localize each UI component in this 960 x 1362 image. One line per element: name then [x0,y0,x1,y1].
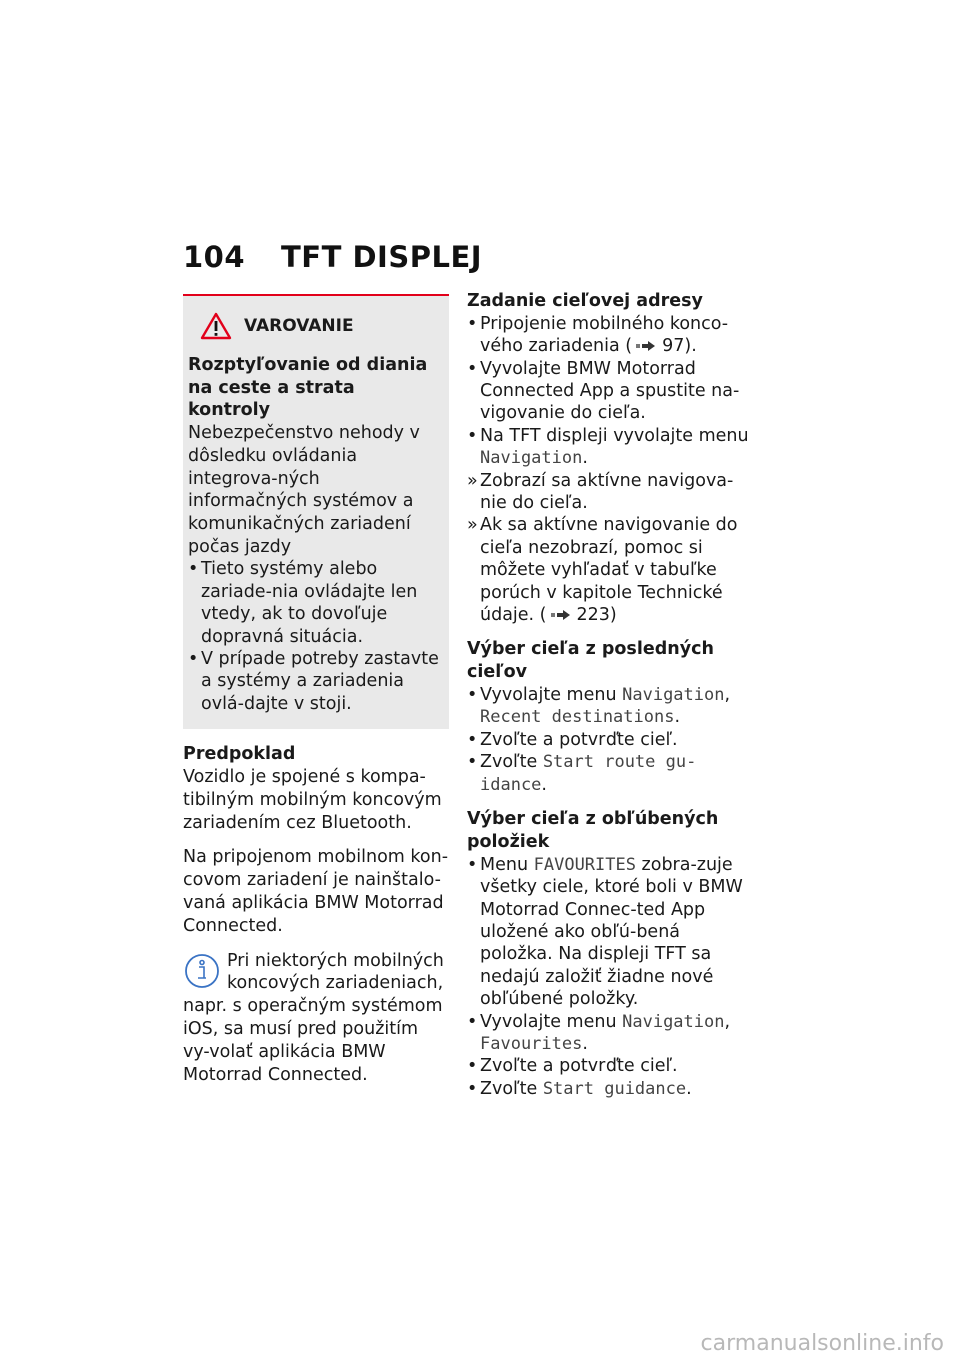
list-item: • Pripojenie mobilného konco-vého zariadenia ( 97). [467,313,729,357]
address-steps [467,313,757,627]
list-item: • Zvoľte a potvrďte cieľ. [467,1056,678,1077]
list-item: » Ak sa aktívne navigovanie do cieľa nezobrazí, pomoc si môžete vyhľadať v tabuľke porúch v kapitole Technické údaje. ( 223) [467,515,738,626]
info-note [183,950,449,1087]
prereq-heading: Predpoklad [183,744,296,765]
warning-label: VAROVANIE [244,315,354,336]
list-item: • Zvoľte Start guidance. [467,1078,692,1099]
page-number: 104 [183,240,246,274]
list-item: • Vyvolajte menu Navigation, Recent destinations. [467,685,731,728]
list-item: • Zvoľte a potvrďte cieľ. [467,729,678,750]
page-title: TFT DISPLEJ [281,240,483,274]
section-heading-favourites: Výber cieľa z obľúbených položiek [467,809,719,852]
warning-title: Rozptyľovanie od diania na ceste a strata kontroly [188,355,428,421]
list-item: • Na TFT displeji vyvolajte menu Navigation. [467,425,749,469]
arrow-ref-icon [635,340,659,352]
warning-box [183,294,449,729]
arrow-ref-icon [550,609,574,621]
list-item: » Zobrazí sa aktívne navigova-nie do cieľa. [467,470,734,514]
list-item: • Zvoľte Start route gu-idance. [467,752,697,795]
list-item: • Vyvolajte BMW Motorrad Connected App a spustite na-vigovanie do cieľa. [467,358,740,424]
info-line-2: koncových zariadeniach, [227,973,444,994]
list-item: • Menu FAVOURITES zobra-zuje všetky ciele, ktoré boli v BMW Motorrad Connec-ted App uložené ako obľú-bená položka. Na displeji TFT sa nedajú založiť žiadne nové obľúbené položky. [467,854,743,1010]
info-rest: napr. s operačným systémom iOS, sa musí pred použitím vy-volať aplikácia BMW Motorrad Connected. [183,996,443,1085]
section-heading-address: Zadanie cieľovej adresy [467,291,703,311]
left-column [183,294,449,1086]
prereq-text: Vozidlo je spojené s kompa-tibilným mobilným koncovým zariadením cez Bluetooth. [183,766,442,833]
info-icon [183,952,221,990]
list-item: • V prípade potreby zastavte a systémy a zariadenia ovlá-dajte v stoji. [188,648,439,714]
page-header [183,240,482,274]
list-item: • Tieto systémy alebo zariade-nia ovládajte len vtedy, ak to dovoľuje dopravná situácia. [188,559,418,647]
warning-text: Nebezpečenstvo nehody v dôsledku ovládania integrova-ných informačných systémov a komunikačných zariadení počas jazdy [188,423,420,557]
warning-triangle-icon [200,312,232,340]
right-column [467,290,757,1100]
section-heading-recent: Výber cieľa z posledných cieľov [467,639,714,683]
app-installed-text: Na pripojenom mobilnom kon-covom zariadení je nainštalo-vaná aplikácia BMW Motorrad Connected. [183,847,449,936]
warning-bullets [188,558,439,715]
favourites-steps [467,854,757,1100]
warning-header [200,312,439,340]
list-item: • Vyvolajte menu Navigation, Favourites. [467,1011,731,1054]
info-line-1: Pri niektorých mobilných [227,950,444,971]
watermark: carmanualsonline.info [700,1331,944,1356]
recent-steps [467,684,757,796]
